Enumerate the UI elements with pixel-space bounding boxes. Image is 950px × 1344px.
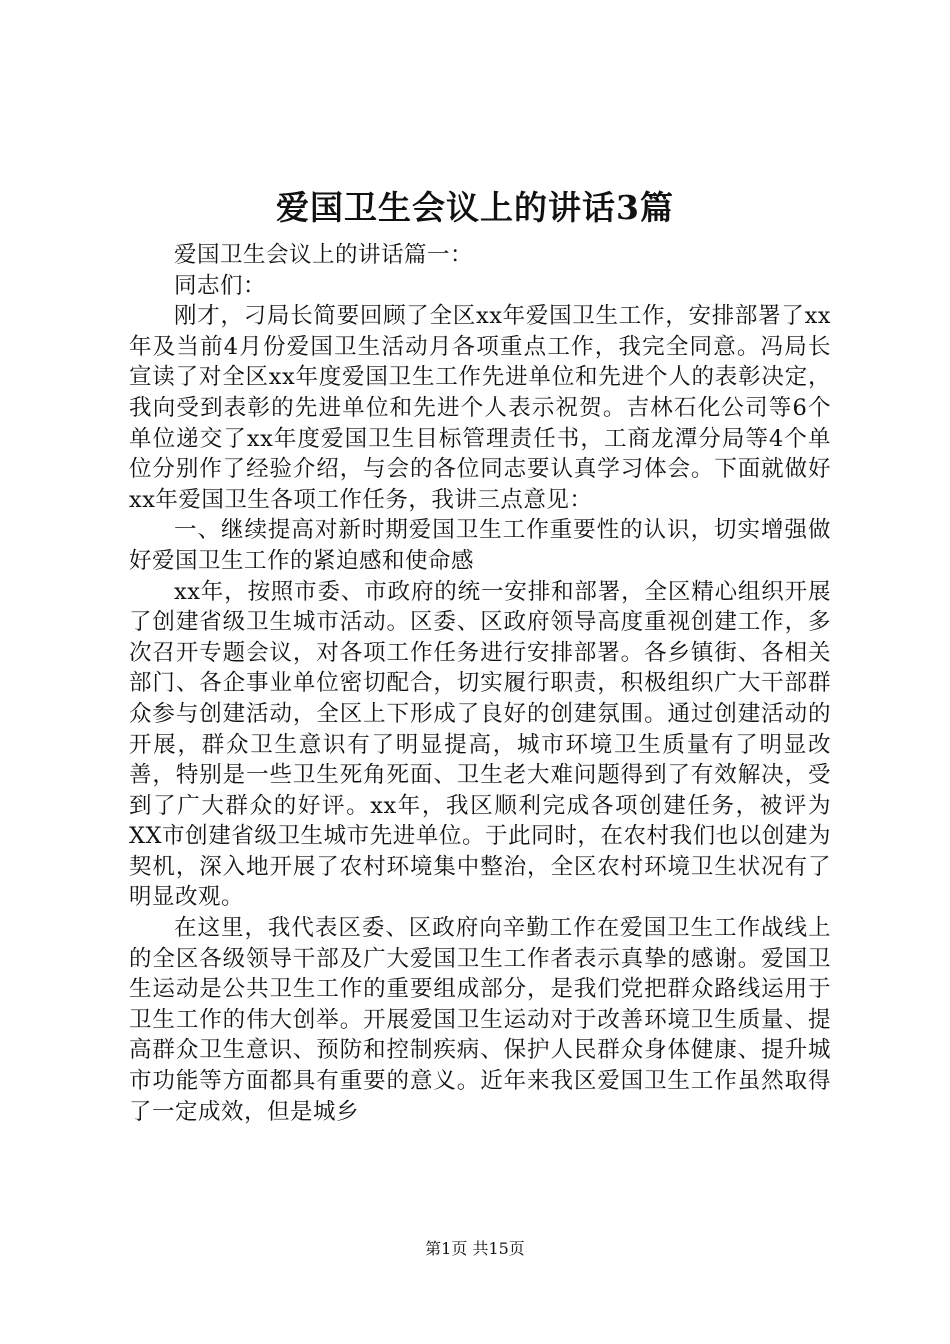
document-body: [129, 240, 831, 1127]
paragraph-salutation: 同志们：: [174, 272, 267, 299]
paragraph-section-heading: 爱国卫生会议上的讲话篇一：: [174, 242, 474, 268]
document-title: 爱国卫生会议上的讲话3篇: [276, 188, 674, 227]
paragraph-thanks: 在这里，我代表区委、区政府向辛勤工作在爱国卫生工作战线上的全区各级领导干部及广大爱国卫生工作者表示真挚的感谢。爱国卫生运动是公共卫生工作的重要组成部分，是我们党把群众路线运用于卫生工作的伟大创举。开展爱国卫生运动对于改善环境卫生质量、提高群众卫生意识、预防和控制疾病、保护人民群众身体健康、提升城市功能等方面都具有重要的意义。近年来我区爱国卫生工作虽然取得了一定成效，但是城乡: [129, 915, 831, 1125]
page-number-footer: 第1页 共15页: [425, 1239, 525, 1258]
paragraph-point-one-heading: 一、继续提高对新时期爱国卫生工作重要性的认识，切实增强做好爱国卫生工作的紧迫感和使命感: [129, 517, 831, 574]
paragraph-achievements: xx年，按照市委、市政府的统一安排和部署，全区精心组织开展了创建省级卫生城市活动。区委、区政府领导高度重视创建工作，多次召开专题会议，对各项工作任务进行安排部署。各乡镇街、各相关部门、各企事业单位密切配合，切实履行职责，积极组织广大干部群众参与创建活动，全区上下形成了良好的创建氛围。通过创建活动的开展，群众卫生意识有了明显提高，城市环境卫生质量有了明显改善，特别是一些卫生死角死面、卫生老大难问题得到了有效解决，受到了广大群众的好评。xx年，我区顺利完成各项创建任务，被评为XX市创建省级卫生城市先进单位。于此同时，在农村我们也以创建为契机，深入地开展了农村环境集中整治，全区农村环境卫生状况有了明显改观。: [129, 578, 831, 911]
paragraph-opening: 刚才，刁局长简要回顾了全区xx年爱国卫生工作，安排部署了xx年及当前4月份爱国卫生活动月各项重点工作，我完全同意。冯局长宣读了对全区xx年度爱国卫生工作先进单位和先进个人的表彰决定，我向受到表彰的先进单位和先进个人表示祝贺。吉林石化公司等6个单位递交了xx年度爱国卫生目标管理责任书，工商龙潭分局等4个单位分别作了经验介绍，与会的各位同志要认真学习体会。下面就做好xx年爱国卫生各项工作任务，我讲三点意见：: [129, 303, 831, 513]
